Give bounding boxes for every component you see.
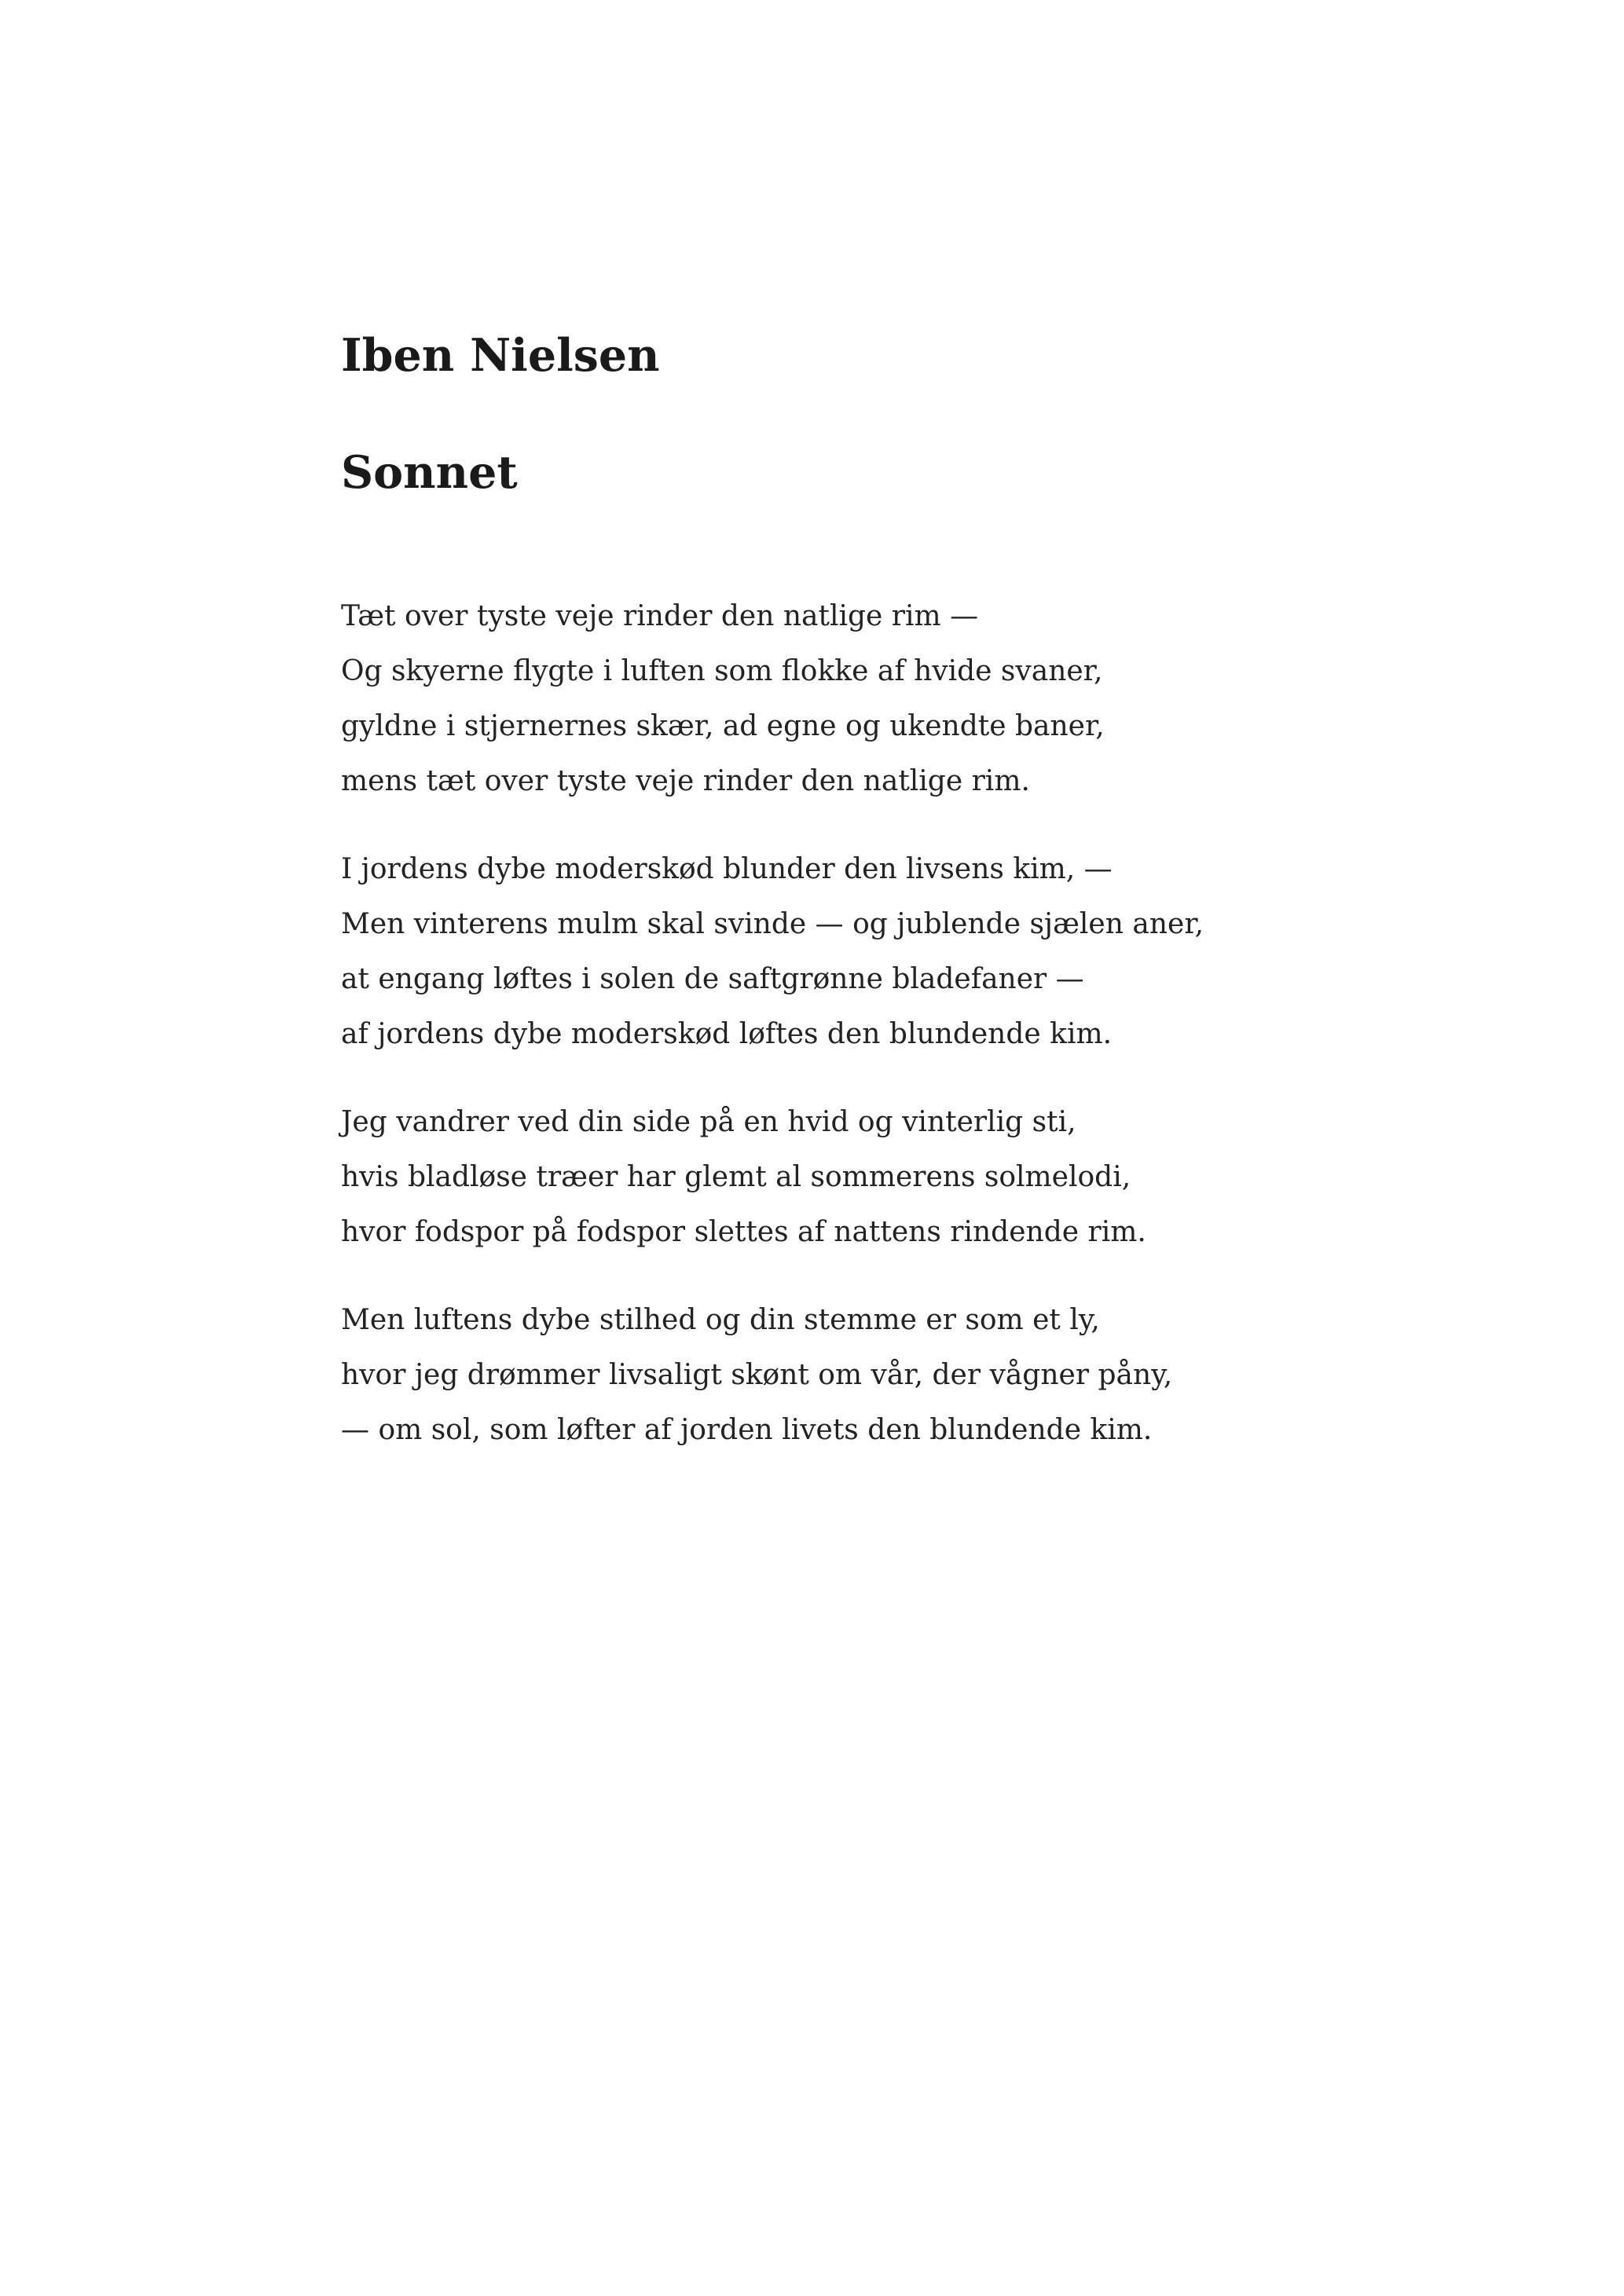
stanza-3 xyxy=(341,1095,1520,1260)
poem-line: hvor jeg drømmer livsaligt skønt om vår, der vågner påny, xyxy=(341,1359,1173,1391)
poem-line: hvor fodspor på fodspor slettes af nattens rindende rim. xyxy=(341,1216,1146,1248)
poem-line: Tæt over tyste veje rinder den natlige rim — xyxy=(341,600,979,632)
poem-line: Jeg vandrer ved din side på en hvid og vinterlig sti, xyxy=(341,1106,1076,1138)
poem-line: I jordens dybe moderskød blunder den livsens kim, — xyxy=(341,853,1113,885)
poem-title: Sonnet xyxy=(341,446,518,499)
poem-line: gyldne i stjernernes skær, ad egne og ukendte baner, xyxy=(341,710,1105,742)
poem-line: mens tæt over tyste veje rinder den natlige rim. xyxy=(341,765,1030,797)
poem-line: Men luftens dybe stilhed og din stemme er som et ly, xyxy=(341,1304,1100,1336)
stanza-2 xyxy=(341,842,1520,1062)
poem-line: af jordens dybe moderskød løftes den blundende kim. xyxy=(341,1018,1113,1050)
poem-body xyxy=(341,589,1520,1491)
stanza-1 xyxy=(341,589,1520,809)
poem-line: — om sol, som løfter af jorden livets den blundende kim. xyxy=(341,1414,1153,1446)
poem-line: hvis bladløse træer har glemt al sommerens solmelodi, xyxy=(341,1161,1131,1193)
author-name: Iben Nielsen xyxy=(341,329,660,382)
poem-line: at engang løftes i solen de saftgrønne bladefaner — xyxy=(341,963,1084,995)
stanza-4 xyxy=(341,1293,1520,1458)
poem-line: Og skyerne flygte i luften som flokke af hvide svaner, xyxy=(341,655,1103,687)
poem-line: Men vinterens mulm skal svinde — og jublende sjælen aner, xyxy=(341,908,1204,940)
